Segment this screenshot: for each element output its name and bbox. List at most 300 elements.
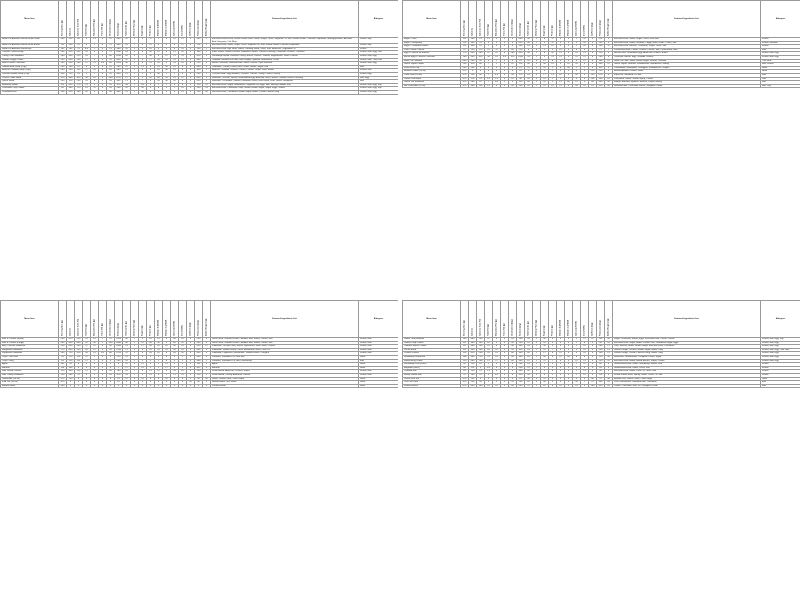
nutrient-cell: 0 (557, 363, 565, 367)
nutrient-cell: 6 (155, 90, 163, 94)
nutrient-cell: 4.5 (493, 73, 501, 77)
column-header-nutrient: Serving Size (g) (59, 1, 67, 38)
nutrient-cell: 170 (75, 87, 83, 91)
nutrient-cell: 245 (59, 51, 67, 55)
nutrient-cell: 85 (59, 87, 67, 91)
nutrient-cell: 15 (171, 54, 179, 58)
nutrient-cell: 10 (171, 65, 179, 69)
nutrient-cell: 480 (195, 359, 203, 363)
nutrient-cell: 190 (597, 45, 605, 49)
nutrient-cell: 2 (573, 341, 581, 345)
nutrient-cell: 7 (91, 54, 99, 58)
nutrient-cell: 0 (203, 381, 211, 385)
allergen-cell: Milk (761, 81, 800, 85)
menu-item-cell: Pepperoni Flatbread (1, 352, 59, 356)
menu-item-cell: Tomato Basil Soup (Cup) (1, 65, 59, 69)
nutrient-cell: 5 (139, 62, 147, 66)
nutrient-cell: 0 (501, 63, 509, 67)
menu-item-cell: Chai Tea Latte (403, 381, 461, 385)
menu-item-cell: Brewed Coffee (16 oz) (403, 70, 461, 74)
nutrient-cell: 2.5 (485, 370, 493, 374)
ingredients-cell: Potatoes, Sunflower Oil, Sea Salt (211, 355, 359, 359)
allergen-cell: Milk (761, 384, 800, 388)
nutrient-cell: 0 (509, 45, 517, 49)
nutrient-cell: 280 (59, 54, 67, 58)
nutrient-cell: 0 (99, 83, 107, 87)
nutrient-cell: 230 (75, 51, 83, 55)
header-row (403, 1, 800, 38)
allergen-cell: None (359, 355, 399, 359)
allergen-cell: Wheat (761, 370, 800, 374)
column-header-nutrient: Iron (%DV) (581, 301, 589, 338)
nutrient-cell: 320 (477, 55, 485, 59)
nutrient-cell: 34 (83, 76, 91, 80)
nutrient-cell: 0 (203, 384, 211, 388)
nutrient-cell: 0 (557, 70, 565, 74)
ingredients-cell: Tomatoes, Cream, Onion, Basil, Garlic, Butter, Sugar, Salt (211, 65, 359, 69)
nutrient-cell: 59 (525, 338, 533, 342)
nutrient-cell: 690 (67, 345, 75, 349)
nutrient-cell: 0 (493, 370, 501, 374)
nutrient-cell: 0 (107, 384, 115, 388)
nutrient-cell: 210 (75, 54, 83, 58)
nutrient-cell: 60 (509, 48, 517, 52)
nutrient-cell: 10 (171, 38, 179, 44)
column-header-nutrient: Sodium (mg) (115, 301, 123, 338)
nutrient-cell: 200 (461, 66, 469, 70)
column-header-nutrient: Calcium (%DV) (573, 1, 581, 38)
ingredients-cell: Pasteurized Milk, Cream, Cheese Culture, Salt, Carob Bean Gum (613, 48, 761, 52)
nutrient-cell: 480 (517, 370, 525, 374)
column-header-nutrient: Vitamin A (%DV) (155, 1, 163, 38)
nutrient-cell: 190 (469, 48, 477, 52)
column-header-nutrient: Calories (469, 1, 477, 38)
nutrient-cell: 1 (203, 72, 211, 76)
nutrient-cell: 0 (187, 363, 195, 367)
menu-item-cell: Caffe Latte (16 oz) (403, 73, 461, 77)
nutrient-cell: 33 (525, 55, 533, 59)
nutrient-cell: 6 (549, 355, 557, 359)
nutrient-cell: 0 (171, 377, 179, 381)
nutrient-cell: 8 (557, 359, 565, 363)
allergen-cell: Wheat, Milk, Egg (761, 355, 800, 359)
nutrient-cell: 520 (67, 51, 75, 55)
nutrient-cell: 4 (565, 359, 573, 363)
nutrient-cell: 230 (597, 70, 605, 74)
nutrient-cell: 60 (509, 359, 517, 363)
nutrient-cell: 40 (195, 377, 203, 381)
nutrient-cell: 0 (107, 377, 115, 381)
nutrient-cell: 220 (597, 52, 605, 56)
nutrient-cell: 0 (187, 44, 195, 48)
nutrient-cell: 55 (107, 83, 115, 87)
nutrient-cell: 0 (501, 70, 509, 74)
nutrient-cell: 22 (485, 338, 493, 342)
ingredients-cell: Purified Water (211, 384, 359, 388)
nutrient-cell: 15 (581, 55, 589, 59)
nutrient-cell: 15 (171, 51, 179, 55)
nutrient-cell: 40 (171, 338, 179, 342)
column-header-ingredients: Featured Ingredients List (613, 1, 761, 38)
menu-item-cell: Kids Grilled Cheese (1, 370, 59, 374)
nutrient-cell: 90 (597, 370, 605, 374)
nutrient-cell: 150 (469, 377, 477, 381)
nutrient-cell: 0 (163, 381, 171, 385)
nutrient-cell: 8 (163, 355, 171, 359)
nutrient-cell: 10 (517, 377, 525, 381)
nutrient-cell: 490 (195, 355, 203, 359)
nutrient-cell: 110 (469, 77, 477, 81)
nutrient-cell: 58 (525, 41, 533, 45)
menu-item-cell: Apple (1, 363, 59, 367)
allergen-cell: Milk (359, 80, 399, 84)
nutrient-cell: 0 (187, 80, 195, 84)
column-header-allergens: Allergens (359, 301, 399, 338)
nutrient-cell: 0 (605, 363, 613, 367)
nutrient-cell: 182 (59, 363, 67, 367)
nutrient-cell: 250 (59, 80, 67, 84)
nutrient-cell: 0 (501, 84, 509, 88)
nutrient-cell: 20 (163, 348, 171, 352)
nutrient-cell: 60 (477, 63, 485, 67)
column-header-menu-item: Menu Item (1, 1, 59, 38)
nutrient-cell: 36 (485, 55, 493, 59)
nutrient-cell: 480 (195, 348, 203, 352)
nutrient-cell: 2.5 (485, 77, 493, 81)
nutrient-cell: 9 (549, 381, 557, 385)
nutrient-cell: 2 (139, 72, 147, 76)
nutrient-cell: 340 (461, 59, 469, 63)
nutrient-cell: 15 (581, 359, 589, 363)
nutrient-cell: 52 (83, 341, 91, 345)
nutrient-cell: 113 (461, 41, 469, 45)
nutrient-cell: 31 (203, 83, 211, 87)
nutrient-cell: 260 (597, 55, 605, 59)
nutrient-cell: 0 (187, 348, 195, 352)
column-header-nutrient: Potassium (mg) (195, 301, 203, 338)
nutrient-cell: 1 (131, 44, 139, 48)
nutrient-cell: 0 (99, 72, 107, 76)
nutrient-cell: 0 (187, 338, 195, 342)
nutrient-cell: 1 (91, 355, 99, 359)
nutrient-cell: 3 (525, 48, 533, 52)
nutrient-cell: 26 (83, 51, 91, 55)
nutrient-cell: 8 (147, 90, 155, 94)
nutrient-cell: 190 (469, 73, 477, 77)
nutrient-cell: 0 (557, 45, 565, 49)
nutrient-cell: 120 (195, 83, 203, 87)
nutrient-cell: 15 (179, 373, 187, 377)
ingredients-cell: Greek Yogurt, Granola, Strawberries, Blueberries, Honey (613, 63, 761, 67)
nutrient-cell: 50 (171, 348, 179, 352)
nutrient-cell: 200 (477, 52, 485, 56)
nutrient-cell: 4 (573, 352, 581, 356)
column-header-nutrient: Sodium (mg) (517, 301, 525, 338)
nutrient-cell: 15 (179, 90, 187, 94)
nutrient-cell: 10 (163, 345, 171, 349)
nutrient-cell: 480 (469, 355, 477, 359)
nutrient-cell: 2 (533, 370, 541, 374)
nutrient-cell: 0 (557, 59, 565, 63)
nutrient-cell: 130 (195, 90, 203, 94)
nutrient-cell: 15 (179, 58, 187, 62)
nutrient-cell: 0 (509, 370, 517, 374)
nutrient-cell: 25 (123, 363, 131, 367)
nutrient-cell: 0 (83, 366, 91, 370)
nutrient-cell: 4 (131, 363, 139, 367)
nutrient-cell: 40 (163, 69, 171, 73)
nutrient-cell: 190 (597, 77, 605, 81)
nutrient-cell: 18 (493, 55, 501, 59)
nutrient-cell: 20 (605, 359, 613, 363)
nutrient-cell: 65 (509, 338, 517, 342)
nutrient-cell: 12 (123, 76, 131, 80)
menu-item-cell: Hot Chocolate (16 oz) (403, 84, 461, 88)
nutrient-cell: 57 (461, 48, 469, 52)
column-header-nutrient: Trans Fat (g) (501, 301, 509, 338)
nutrient-cell: 0 (501, 377, 509, 381)
nutrient-cell: 0 (565, 338, 573, 342)
nutrient-cell: 0 (557, 373, 565, 377)
nutrient-cell: 1 (533, 55, 541, 59)
nutrient-cell: 30 (155, 72, 163, 76)
nutrient-cell: 14 (493, 355, 501, 359)
nutrient-cell: 420 (195, 80, 203, 84)
nutrient-cell: 0 (99, 345, 107, 349)
menu-item-cell: Mixed Berry Scone (403, 359, 461, 363)
nutrient-cell: 40 (461, 366, 469, 370)
nutrient-cell: 0 (163, 370, 171, 374)
menu-item-cell: Hand-Cut Artisanal Sliced Whole Grain (1, 38, 59, 44)
nutrient-cell: 340 (517, 355, 525, 359)
nutrient-cell: 3 (485, 41, 493, 45)
nutrient-cell: 460 (59, 341, 67, 345)
allergen-cell: Wheat, Milk, Tree Nuts (359, 58, 399, 62)
nutrient-cell: 0 (187, 377, 195, 381)
nutrient-cell: 15 (115, 377, 123, 381)
nutrient-cell: 300 (469, 45, 477, 49)
allergen-cell: None (359, 381, 399, 385)
nutrient-cell: 6 (203, 65, 211, 69)
nutrient-cell: 0 (533, 77, 541, 81)
nutrient-cell: 8 (163, 359, 171, 363)
nutrient-cell: 1180 (116, 51, 121, 54)
nutrient-cell: 1 (131, 83, 139, 87)
menu-item-cell: BBQ Chicken Flatbread (1, 345, 59, 349)
nutrient-cell: 14 (485, 345, 493, 349)
nutrient-cell: 2 (203, 359, 211, 363)
nutrient-cell: 26 (83, 80, 91, 84)
nutrient-cell: 473 (461, 81, 469, 85)
nutrient-cell: 540 (517, 359, 525, 363)
nutrient-cell: 10 (477, 81, 485, 85)
menu-item-cell: Lemonade (16 oz) (1, 377, 59, 381)
nutrient-cell: 3 (131, 345, 139, 349)
nutrient-cell: 0 (99, 384, 107, 388)
nutrient-cell: 20 (171, 80, 179, 84)
nutrient-cell: 8 (163, 51, 171, 55)
nutrient-cell: 0 (115, 363, 123, 367)
nutrient-cell: 90 (565, 66, 573, 70)
nutrient-cell: 390 (195, 51, 203, 55)
nutrient-cell: 4 (155, 373, 163, 377)
nutrient-cell: 180 (75, 90, 83, 94)
ingredients-cell: Apple (211, 363, 359, 367)
nutrient-cell: 230 (517, 341, 525, 345)
nutrient-cell: 7 (139, 54, 147, 58)
nutrient-cell: 260 (59, 352, 67, 356)
nutrient-cell: 1020 (116, 62, 121, 65)
nutrient-cell: 250 (67, 38, 75, 44)
nutrient-cell: 17 (541, 352, 549, 356)
nutrient-cell: 0 (605, 370, 613, 374)
nutrient-cell: 25 (477, 41, 485, 45)
nutrient-cell: 5 (541, 41, 549, 45)
ingredients-cell: Enriched Flour, Sugar, Blueberries, Soybean Oil, Eggs, Milk, Baking Powder, Salt (211, 83, 359, 87)
nutrient-cell: 0 (99, 87, 107, 91)
nutrient-cell: 0 (187, 366, 195, 370)
nutrient-cell: 0 (485, 377, 493, 381)
nutrient-cell: 2 (533, 345, 541, 349)
nutrient-cell: 38 (605, 338, 613, 342)
nutrient-cell: 45 (155, 80, 163, 84)
allergen-cell: Wheat, Milk (359, 341, 399, 345)
nutrient-cell: 0 (83, 377, 91, 381)
nutrient-cell: 180 (195, 38, 203, 44)
nutrient-cell: 1 (91, 359, 99, 363)
nutrient-cell: 110 (75, 355, 83, 359)
nutrient-cell: 1 (131, 370, 139, 374)
ingredients-cell: Flatbread, Pepperoni, Mozzarella, Tomato Sauce, Oregano (211, 352, 359, 356)
nutrient-cell: 0 (565, 45, 573, 49)
nutrient-cell: 17 (147, 58, 155, 62)
nutrient-cell: 4 (139, 370, 147, 374)
nutrient-cell: 50 (163, 80, 171, 84)
ingredients-cell: Steel Cut Oats, Water, Brown Sugar, Raisins, Walnuts (613, 59, 761, 63)
nutrient-cell: 390 (67, 370, 75, 374)
ingredients-cell: Brioche Bun, Scrambled Egg, American Cheese, Butter (613, 52, 761, 56)
column-header-nutrient: Protein (g) (549, 301, 557, 338)
allergen-cell: None (359, 384, 399, 388)
nutrient-cell: 240 (59, 72, 67, 76)
nutrient-cell: 20 (179, 51, 187, 55)
allergen-cell: Wheat, Milk, Egg (359, 90, 399, 94)
nutrient-cell: 110 (597, 38, 605, 42)
nutrient-cell: 0 (573, 366, 581, 370)
nutrient-cell: 32 (123, 38, 131, 44)
nutrient-cell: 0 (477, 70, 485, 74)
nutrient-cell: 0 (123, 381, 131, 385)
nutrient-cell: 820 (517, 52, 525, 56)
nutrient-cell: 0 (509, 41, 517, 45)
menu-item-cell: Banana (1, 366, 59, 370)
nutrient-cell: 280 (597, 59, 605, 63)
nutrient-cell: 0 (131, 377, 139, 381)
nutrient-cell: 52 (525, 59, 533, 63)
nutrient-cell: 0.5 (485, 366, 493, 370)
nutrient-cell: 480 (67, 76, 75, 80)
table-row (1, 384, 399, 388)
nutrient-cell: 44 (525, 370, 533, 374)
nutrient-cell: 30 (605, 355, 613, 359)
nutrient-cell: 4 (605, 41, 613, 45)
page-gutter (399, 0, 402, 600)
nutrient-cell: 38 (525, 377, 533, 381)
ingredients-cell: Coffee, Chocolate, Milk, Ice, Whipped Cream (613, 384, 761, 388)
column-header-nutrient: Caffeine (mg) (589, 301, 597, 338)
column-header-nutrient: Calcium (%DV) (573, 301, 581, 338)
menu-item-cell: Egg & Cheese on Brioche (403, 52, 461, 56)
nutrient-cell: 0 (107, 355, 115, 359)
nutrient-cell: 0 (501, 66, 509, 70)
nutrient-cell: 250 (469, 381, 477, 385)
allergen-cell: Wheat, Milk (359, 352, 399, 356)
column-header-nutrient: Serving Size (g) (461, 301, 469, 338)
nutrient-cell: 2 (203, 47, 211, 51)
nutrient-cell: 2 (605, 48, 613, 52)
nutrient-cell: 5 (549, 338, 557, 342)
column-header-nutrient: Calories (67, 1, 75, 38)
nutrient-cell: 15 (107, 44, 115, 48)
nutrient-cell: 0 (533, 381, 541, 385)
column-header-nutrient: Total Carbs (g) (123, 1, 131, 38)
menu-item-cell: Lemon Drop Cookie (403, 341, 461, 345)
nutrient-cell: 0 (581, 77, 589, 81)
nutrient-cell: 4 (557, 63, 565, 67)
nutrient-cell: 0 (187, 90, 195, 94)
nutrient-cell: 55 (107, 348, 115, 352)
allergen-cell: None (761, 66, 800, 70)
nutrient-cell: 4 (203, 62, 211, 66)
nutrient-cell: 27 (123, 366, 131, 370)
nutrient-cell: 260 (477, 348, 485, 352)
allergen-cell: Wheat, Milk, Egg, Soy (761, 338, 800, 342)
nutrient-cell: 14 (549, 84, 557, 88)
nutrient-cell: 310 (509, 55, 517, 59)
nutrient-cell: 0 (131, 384, 139, 388)
menu-item-cell: Bottled Water (1, 384, 59, 388)
column-header-nutrient: Calcium (%DV) (171, 301, 179, 338)
nutrient-cell: 3 (203, 58, 211, 62)
nutrient-cell: 45 (171, 352, 179, 356)
nutrient-cell: 110 (195, 44, 203, 48)
nutrient-cell: 110 (469, 366, 477, 370)
ingredients-cell: Enriched Flour, Water, Sugar, Yeast, Salt, Malt (613, 38, 761, 42)
nutrient-cell: 0 (565, 366, 573, 370)
nutrient-cell: 3 (203, 44, 211, 48)
nutrient-cell: 130 (477, 84, 485, 88)
nutrient-cell: 520 (67, 90, 75, 94)
nutrient-cell: 2 (533, 384, 541, 388)
nutrient-cell: 10 (155, 345, 163, 349)
nutrient-cell: 110 (461, 352, 469, 356)
column-header-nutrient: Vitamin C (%DV) (565, 1, 573, 38)
nutrient-cell: 490 (469, 348, 477, 352)
nutrient-cell: 4 (147, 87, 155, 91)
nutrient-cell: 450 (67, 62, 75, 66)
nutrient-cell: 0 (163, 62, 171, 66)
nutrient-cell: 50 (509, 384, 517, 388)
ingredients-cell: Mango, Banana, Spinach, Matcha, Yogurt, Honey (613, 81, 761, 85)
nutrient-cell: 320 (597, 66, 605, 70)
nutrient-cell: 0 (163, 341, 171, 345)
nutrient-cell: 0 (171, 381, 179, 385)
nutrient-cell: 3 (131, 54, 139, 58)
nutrient-cell: 320 (517, 348, 525, 352)
nutrient-cell: 36 (605, 84, 613, 88)
nutrient-cell: 30 (509, 73, 517, 77)
menu-item-cell: Steel Cut Oatmeal (403, 59, 461, 63)
